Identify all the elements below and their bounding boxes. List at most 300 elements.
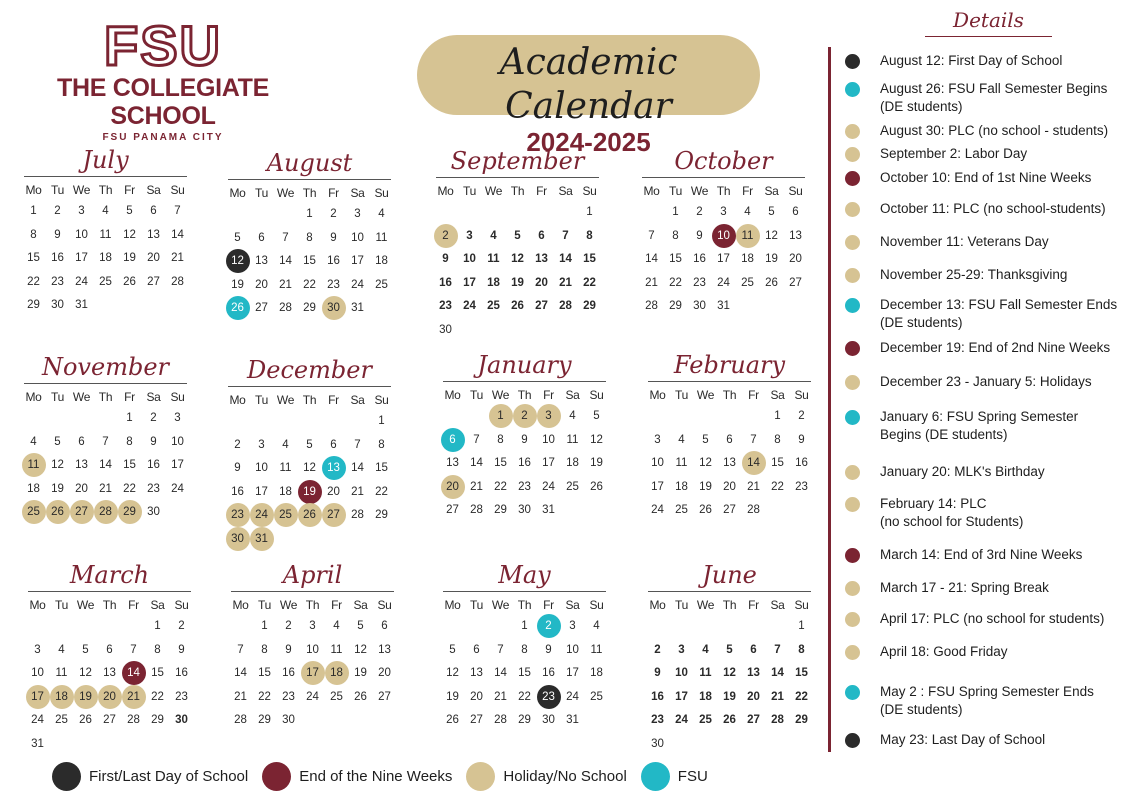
day-cell: 12 [303, 462, 316, 474]
detail-text: May 2 : FSU Spring Semester Ends (DE students) [880, 684, 1094, 717]
month-underline [28, 591, 191, 592]
day-cell [694, 614, 718, 638]
day-cell: 11 [566, 433, 579, 446]
day-cell: 2 [696, 206, 703, 218]
day-cell: 15 [123, 459, 136, 471]
day-cell: 12 [765, 229, 778, 242]
weekday-label: Sa [770, 598, 785, 612]
day-cell: 28 [771, 714, 784, 726]
day-cell: 28 [747, 504, 760, 516]
day-cell [742, 614, 766, 638]
day-cell: 16 [282, 667, 295, 679]
detail-fsu-dot-icon [845, 298, 860, 313]
day-cell: 22 [27, 275, 40, 288]
day-cell: 2 [285, 620, 292, 632]
day-cell: 18 [375, 255, 388, 267]
day-cell: 28 [494, 714, 507, 726]
day-cell: 13 [789, 229, 802, 242]
day-cell-first-last: 12 [226, 249, 250, 273]
logo-school-name: THE COLLEGIATE SCHOOL [57, 74, 269, 130]
week-row [636, 224, 811, 248]
week-row [22, 614, 197, 638]
day-cell: 19 [51, 482, 64, 495]
day-cell: 23 [147, 482, 160, 495]
day-cell-holiday: 11 [736, 224, 760, 248]
weekday-label: Th [510, 184, 525, 198]
week-row [225, 661, 400, 685]
day-cell: 23 [693, 276, 706, 289]
day-cell: 11 [699, 667, 712, 679]
day-cell [118, 293, 142, 317]
day-cell [530, 200, 554, 224]
day-cell-nine-weeks: 10 [712, 224, 736, 248]
weekday-label: Su [174, 598, 189, 612]
day-cell [50, 732, 74, 756]
day-cell: 19 [354, 667, 367, 679]
weekday-label: Fr [124, 183, 135, 197]
legend-item-holiday [466, 762, 626, 791]
day-cell [434, 200, 458, 224]
day-cell: 10 [171, 435, 184, 448]
day-cell: 9 [521, 433, 528, 446]
day-cell: 9 [178, 643, 185, 656]
day-cell: 4 [678, 433, 685, 446]
detail-holiday-dot-icon [845, 612, 860, 627]
day-cell: 24 [31, 714, 44, 726]
day-cell: 2 [150, 412, 157, 424]
week-row [430, 271, 605, 295]
day-cell: 25 [566, 480, 579, 493]
day-cell: 1 [306, 208, 313, 220]
weekday-label: Th [305, 598, 320, 612]
week-row [437, 428, 612, 452]
weekday-label: Sa [353, 598, 368, 612]
day-cell-holiday: 26 [298, 503, 322, 527]
week-row [642, 498, 817, 522]
day-cell: 12 [446, 667, 459, 679]
day-cell: 2 [234, 438, 241, 451]
day-cell: 25 [487, 300, 500, 312]
day-cell [322, 527, 346, 551]
detail-text: April 18: Good Friday [880, 644, 1008, 659]
day-cell: 16 [51, 252, 64, 264]
day-cell: 31 [717, 300, 730, 312]
weekday-label: Tu [51, 390, 64, 404]
detail-text: August 26: FSU Fall Semester Begins (DE students) [880, 81, 1108, 114]
day-cell [694, 404, 718, 428]
month-underline [228, 386, 391, 387]
weekday-label: Tu [55, 598, 68, 612]
day-cell: 23 [439, 300, 452, 312]
day-cell: 25 [699, 714, 712, 726]
day-cell: 18 [566, 457, 579, 469]
day-cell: 30 [651, 737, 664, 750]
week-row [22, 708, 197, 732]
weekday-header [642, 386, 817, 404]
day-cell: 10 [75, 228, 88, 241]
day-cell: 23 [795, 480, 808, 493]
day-cell: 14 [351, 462, 364, 474]
day-cell: 1 [774, 410, 781, 422]
weekday-label: Th [302, 186, 317, 200]
detail-text: February 14: PLC (no school for Students) [880, 496, 1024, 529]
day-cell: 18 [741, 253, 754, 265]
day-cell [742, 732, 766, 756]
day-cell: 18 [699, 690, 712, 703]
week-row [642, 614, 817, 638]
day-cell: 24 [463, 300, 476, 312]
day-cell: 29 [375, 509, 388, 521]
day-cell: 10 [255, 462, 268, 474]
day-cell: 27 [470, 714, 483, 726]
day-cell: 19 [699, 480, 712, 493]
day-cell: 17 [463, 276, 476, 289]
day-cell: 4 [569, 410, 576, 422]
month-underline [648, 591, 811, 592]
day-cell [694, 732, 718, 756]
day-cell: 4 [744, 206, 751, 218]
month-name: August [266, 149, 353, 177]
day-cell: 14 [171, 228, 184, 241]
day-cell: 10 [306, 643, 319, 656]
weekday-label: Mo [229, 186, 246, 200]
day-cell: 24 [75, 275, 88, 288]
day-cell: 8 [306, 231, 313, 244]
day-cell: 16 [693, 253, 706, 265]
day-cell: 12 [590, 433, 603, 446]
detail-text: December 23 - January 5: Holidays [880, 374, 1092, 389]
detail-text: April 17: PLC (no school for students) [880, 611, 1105, 626]
day-cell [760, 294, 784, 318]
week-row [18, 500, 193, 524]
detail-item [845, 169, 1140, 187]
week-row [437, 661, 612, 685]
day-cell: 11 [330, 643, 343, 656]
weekday-label: We [491, 388, 510, 402]
day-cell [274, 202, 298, 226]
week-row [22, 661, 197, 685]
day-cell-holiday: 17 [301, 661, 325, 685]
weekday-label: Mo [232, 598, 249, 612]
day-cell-holiday: 11 [22, 453, 46, 477]
day-cell: 8 [497, 433, 504, 446]
day-cell [250, 409, 274, 433]
day-cell [301, 708, 325, 732]
day-cell: 29 [583, 300, 596, 312]
day-cell: 11 [55, 667, 68, 679]
day-cell: 5 [702, 433, 709, 446]
day-cell-first-last: 23 [537, 685, 561, 709]
weekday-header [636, 182, 811, 200]
day-cell: 1 [30, 205, 37, 217]
month-underline [228, 179, 391, 180]
detail-nine-weeks-dot-icon [845, 341, 860, 356]
day-cell [325, 708, 349, 732]
weekday-header [22, 596, 197, 614]
month-november [18, 352, 193, 524]
day-cell: 20 [75, 482, 88, 495]
day-cell: 13 [147, 228, 160, 241]
detail-item [845, 200, 1140, 218]
month-september [430, 146, 605, 341]
weekday-label: Fr [742, 184, 753, 198]
day-cell: 10 [31, 667, 44, 679]
weekday-label: Fr [748, 388, 759, 402]
legend-swatch-icon [262, 762, 291, 791]
day-cell: 15 [518, 667, 531, 679]
day-cell: 24 [651, 504, 664, 516]
day-cell: 24 [717, 276, 730, 289]
detail-item [845, 145, 1140, 163]
day-cell: 1 [586, 206, 593, 218]
day-cell: 13 [535, 253, 548, 265]
day-cell: 8 [378, 438, 385, 451]
day-cell: 27 [535, 300, 548, 312]
day-cell: 9 [54, 228, 61, 241]
weekday-label: Sa [350, 186, 365, 200]
day-cell-holiday: 27 [322, 503, 346, 527]
detail-text: September 2: Labor Day [880, 146, 1028, 161]
legend-item-first-last [52, 762, 248, 791]
day-cell: 25 [590, 690, 603, 703]
day-cell: 5 [514, 229, 521, 242]
month-name: November [41, 353, 169, 381]
month-march [22, 560, 197, 755]
day-cell [98, 614, 122, 638]
month-name: April [282, 561, 343, 589]
day-cell: 4 [333, 620, 340, 632]
day-cell [790, 498, 814, 522]
day-cell: 21 [279, 278, 292, 291]
weekday-label: Mo [29, 598, 46, 612]
day-cell: 13 [75, 459, 88, 471]
week-row [22, 638, 197, 662]
month-april [225, 560, 400, 732]
detail-text: November 25-29: Thanksgiving [880, 267, 1068, 282]
day-cell: 30 [51, 299, 64, 311]
day-cell: 15 [303, 255, 316, 267]
month-name: February [673, 351, 786, 379]
day-cell [458, 200, 482, 224]
day-cell: 26 [79, 714, 92, 726]
day-cell: 21 [351, 485, 364, 498]
day-cell-holiday: 31 [250, 527, 274, 551]
day-cell: 28 [351, 509, 364, 521]
day-cell: 27 [103, 714, 116, 726]
weekday-label: Su [794, 598, 809, 612]
weekday-label: Tu [255, 186, 268, 200]
day-cell: 29 [669, 300, 682, 312]
month-name: December [247, 356, 372, 384]
weekday-label: Fr [124, 390, 135, 404]
day-cell [229, 614, 253, 638]
logo-mark: FSU [104, 14, 222, 77]
legend-label: First/Last Day of School [89, 767, 249, 785]
day-cell: 1 [126, 412, 133, 424]
day-cell: 7 [648, 229, 655, 242]
day-cell: 8 [126, 435, 133, 448]
day-cell: 5 [593, 410, 600, 422]
detail-item [845, 546, 1140, 564]
detail-text: December 19: End of 2nd Nine Weeks [880, 340, 1111, 355]
day-cell: 9 [798, 433, 805, 446]
day-cell: 4 [102, 205, 109, 217]
week-row [225, 614, 400, 638]
day-cell: 25 [55, 714, 68, 726]
detail-holiday-dot-icon [845, 645, 860, 660]
weekday-label: Fr [328, 186, 339, 200]
day-cell: 22 [123, 482, 136, 495]
month-underline [436, 177, 599, 178]
day-cell: 17 [566, 667, 579, 679]
day-cell: 6 [726, 433, 733, 446]
detail-item [845, 495, 1140, 531]
day-cell [370, 527, 394, 551]
weekday-label: Th [102, 598, 117, 612]
day-cell-holiday: 24 [250, 503, 274, 527]
day-cell: 6 [538, 229, 545, 242]
day-cell: 21 [234, 690, 247, 703]
detail-text: November 11: Veterans Day [880, 234, 1049, 249]
day-cell: 9 [654, 667, 661, 679]
day-cell-holiday: 18 [325, 661, 349, 685]
day-cell: 21 [747, 480, 760, 493]
detail-item [845, 643, 1140, 661]
day-cell: 18 [99, 252, 112, 264]
day-cell: 5 [234, 231, 241, 244]
day-cell [226, 202, 250, 226]
legend-swatch-icon [641, 762, 670, 791]
day-cell: 21 [559, 276, 572, 289]
day-cell [561, 498, 585, 522]
day-cell: 18 [590, 667, 603, 679]
day-cell: 8 [154, 643, 161, 656]
day-cell: 22 [518, 690, 531, 703]
weekday-label: Su [374, 186, 389, 200]
day-cell: 23 [327, 278, 340, 291]
weekday-label: Su [374, 393, 389, 407]
day-cell [736, 294, 760, 318]
day-cell: 10 [675, 667, 688, 679]
day-cell: 24 [542, 480, 555, 493]
detail-item [845, 731, 1140, 749]
month-underline [231, 591, 394, 592]
day-cell-holiday: 26 [46, 500, 70, 524]
day-cell-fsu: 2 [537, 614, 561, 638]
day-cell [94, 406, 118, 430]
detail-item [845, 373, 1140, 391]
day-cell: 7 [750, 433, 757, 446]
day-cell: 7 [354, 438, 361, 451]
month-name: January [477, 351, 572, 379]
day-cell: 20 [535, 276, 548, 289]
day-cell: 21 [99, 482, 112, 495]
day-cell [441, 614, 465, 638]
day-cell: 3 [174, 412, 181, 424]
legend-label: End of the Nine Weeks [299, 767, 453, 785]
detail-text: October 11: PLC (no school-students) [880, 201, 1106, 216]
legend-swatch-icon [466, 762, 495, 791]
day-cell: 12 [723, 667, 736, 679]
day-cell-holiday: 18 [50, 685, 74, 709]
day-cell [646, 614, 670, 638]
detail-item [845, 408, 1140, 444]
day-cell-holiday: 27 [70, 500, 94, 524]
day-cell: 17 [255, 485, 268, 498]
day-cell: 13 [378, 643, 391, 656]
day-cell: 13 [470, 667, 483, 679]
day-cell: 28 [470, 504, 483, 516]
day-cell: 27 [446, 504, 459, 516]
legend [52, 760, 722, 792]
month-underline [24, 176, 187, 177]
day-cell: 24 [675, 714, 688, 726]
day-cell [766, 498, 790, 522]
day-cell: 8 [30, 228, 37, 241]
day-cell: 6 [106, 643, 113, 656]
week-row [225, 638, 400, 662]
day-cell [458, 318, 482, 342]
week-row [437, 404, 612, 428]
day-cell: 26 [590, 480, 603, 493]
weekday-label: Th [98, 390, 113, 404]
week-row [636, 294, 811, 318]
week-row [430, 294, 605, 318]
day-cell: 6 [473, 643, 480, 656]
day-cell [441, 404, 465, 428]
day-cell [146, 732, 170, 756]
week-row [636, 271, 811, 295]
week-row [437, 614, 612, 638]
detail-holiday-dot-icon [845, 235, 860, 250]
week-row [22, 685, 197, 709]
day-cell-holiday: 23 [226, 503, 250, 527]
day-cell: 3 [34, 643, 41, 656]
day-cell: 12 [79, 667, 92, 679]
day-cell-holiday: 29 [118, 500, 142, 524]
day-cell: 13 [747, 667, 760, 679]
detail-text: March 14: End of 3rd Nine Weeks [880, 547, 1083, 562]
week-row [222, 527, 397, 551]
day-cell: 11 [487, 253, 500, 265]
weekday-label: Fr [543, 598, 554, 612]
day-cell: 4 [490, 229, 497, 242]
day-cell: 6 [792, 206, 799, 218]
day-cell: 25 [99, 275, 112, 288]
day-cell [22, 406, 46, 430]
title-banner [417, 35, 760, 157]
day-cell: 18 [487, 276, 500, 289]
day-cell: 4 [378, 208, 385, 220]
day-cell-holiday: 30 [226, 527, 250, 551]
weekday-label: Tu [675, 598, 688, 612]
day-cell [70, 406, 94, 430]
detail-holiday-dot-icon [845, 497, 860, 512]
day-cell: 12 [511, 253, 524, 265]
day-cell: 20 [723, 480, 736, 493]
day-cell [26, 614, 50, 638]
day-cell [784, 294, 808, 318]
week-row [437, 708, 612, 732]
weekday-label: Tu [255, 393, 268, 407]
day-cell: 22 [258, 690, 271, 703]
weekday-header [430, 182, 605, 200]
day-cell: 29 [494, 504, 507, 516]
detail-item [845, 296, 1140, 332]
day-cell: 2 [178, 620, 185, 632]
day-cell: 14 [771, 667, 784, 679]
weekday-label: Fr [328, 393, 339, 407]
